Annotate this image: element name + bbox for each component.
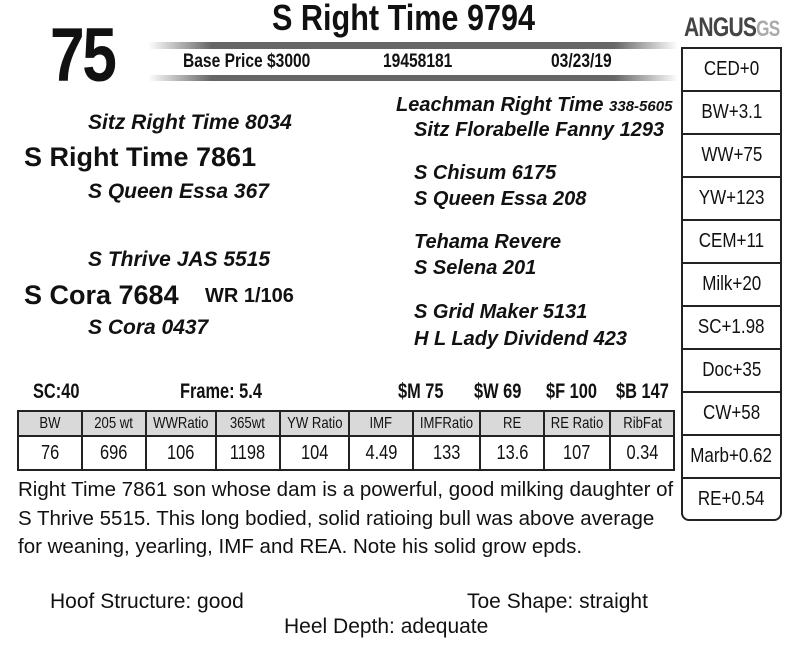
pedigree-ds-dam: S Selena 201 xyxy=(414,257,537,279)
header-cell: WWRatio xyxy=(146,411,216,436)
header-cell: IMF xyxy=(349,411,413,436)
animal-name: S Right Time 9794 xyxy=(272,0,536,38)
heel-depth: Heel Depth: adequate xyxy=(284,615,489,638)
performance-header-row xyxy=(18,411,674,436)
index-w: $W 69 xyxy=(474,380,522,403)
epd-re: RE+0.54 xyxy=(698,488,765,510)
epd-cw: CW+58 xyxy=(683,393,780,436)
value-cell: 76 xyxy=(18,436,82,470)
pedigree-sd-sire: S Chisum 6175 xyxy=(414,162,557,184)
value-cell: 106 xyxy=(146,436,216,470)
pedigree-ss-dam: Sitz Florabelle Fanny 1293 xyxy=(414,119,665,141)
pedigree-ds-sire: Tehama Revere xyxy=(414,231,562,253)
pedigree-ss-sire-name: Leachman Right Time xyxy=(396,94,604,116)
index-m: $M 75 xyxy=(398,380,444,403)
brand-main: ANGUS xyxy=(684,12,757,42)
epd-marb: Marb+0.62 xyxy=(683,436,780,479)
description-text: Right Time 7861 son whose dam is a powerful, good milking daughter of S Thrive 5515. This long bodied, solid ratioing bull was above average for weaning, yearling, IMF and REA. Note his solid grow epds. xyxy=(18,478,674,558)
epd-doc: Doc+35 xyxy=(683,350,780,393)
pedigree-sire-sire: Sitz Right Time 8034 xyxy=(88,111,292,134)
value-cell: 13.6 xyxy=(480,436,544,470)
epd-sc: SC+1.98 xyxy=(683,307,780,350)
frame-score: Frame: 5.4 xyxy=(180,380,262,403)
value-cell: 696 xyxy=(82,436,146,470)
pedigree-dd-sire: S Grid Maker 5131 xyxy=(414,301,588,323)
value-cell: 4.49 xyxy=(349,436,413,470)
epd-bw: BW+3.1 xyxy=(683,92,780,135)
epd-yw: YW+123 xyxy=(683,178,780,221)
header-rule-bottom xyxy=(148,75,678,81)
index-b: $B 147 xyxy=(616,380,669,403)
index-f: $F 100 xyxy=(546,380,598,403)
value-cell: 1198 xyxy=(216,436,280,470)
value-cell: 133 xyxy=(413,436,480,470)
pedigree-dam-ratio: WR 1/106 xyxy=(205,285,294,307)
header-cell: RibFat xyxy=(610,411,674,436)
registration-number: 19458181 xyxy=(383,51,453,72)
header-cell: YW Ratio xyxy=(280,411,350,436)
pedigree-sd-dam: S Queen Essa 208 xyxy=(414,188,587,210)
header-cell: 205 wt xyxy=(82,411,146,436)
epd-panel xyxy=(681,47,782,521)
header-cell: 365wt xyxy=(216,411,280,436)
pedigree-ss-sire-number: 338-5605 xyxy=(609,98,673,115)
performance-value-row xyxy=(18,436,674,470)
scrotal-circumference: SC:40 xyxy=(33,380,80,403)
performance-table xyxy=(17,410,675,471)
header-cell: BW xyxy=(18,411,82,436)
pedigree-dd-dam: H L Lady Dividend 423 xyxy=(414,328,628,350)
hoof-structure: Hoof Structure: good xyxy=(50,590,244,613)
epd-cem: CEM+11 xyxy=(683,221,780,264)
pedigree-dam: S Cora 7684 xyxy=(24,280,179,310)
header-cell: RE Ratio xyxy=(544,411,610,436)
epd-milk: Milk+20 xyxy=(683,264,780,307)
header-rule-top xyxy=(148,42,678,49)
pedigree-dam-dam: S Cora 0437 xyxy=(88,316,209,339)
value-cell: 0.34 xyxy=(610,436,674,470)
value-cell: 104 xyxy=(280,436,350,470)
angus-logo xyxy=(684,12,779,43)
header-cell: IMFRatio xyxy=(413,411,480,436)
epd-ww: WW+75 xyxy=(683,135,780,178)
epd-ced: CED+0 xyxy=(683,49,780,92)
pedigree-dam-sire: S Thrive JAS 5515 xyxy=(88,248,271,271)
value-cell: 107 xyxy=(544,436,610,470)
birth-date: 03/23/19 xyxy=(551,51,612,72)
lot-number: 75 xyxy=(50,13,115,98)
pedigree-sire-dam: S Queen Essa 367 xyxy=(88,180,269,203)
pedigree-sire: S Right Time 7861 xyxy=(24,142,257,172)
pedigree-ss-sire xyxy=(396,94,672,117)
header-cell: RE xyxy=(480,411,544,436)
brand-suffix: GS xyxy=(756,16,780,41)
base-price: Base Price $3000 xyxy=(183,51,311,72)
toe-shape: Toe Shape: straight xyxy=(467,590,648,613)
